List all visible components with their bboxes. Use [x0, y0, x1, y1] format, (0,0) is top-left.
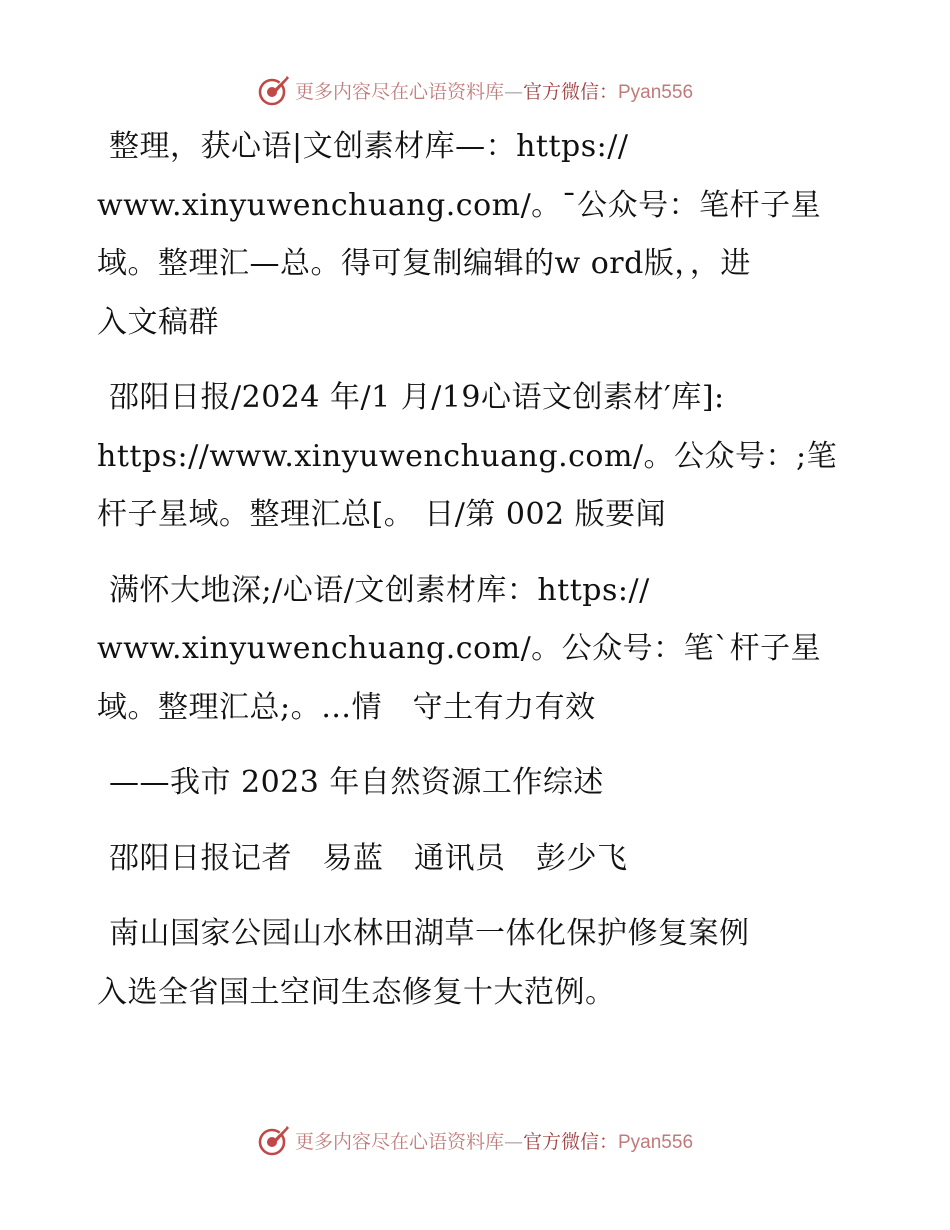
footer-banner-separator: — [503, 1130, 523, 1153]
paragraph-intro: 整理，获心语|文创素材库—：https:// www.xinyuwenchuang.com/。¯公众号：笔杆子星 域。整理汇—总。得可复制编辑的w ord版，，进 入文稿群 [97, 129, 822, 340]
header-banner-separator: — [503, 80, 523, 103]
footer-banner-wechat-label: 官方微信： [522, 1130, 618, 1153]
quill-circle-logo-icon [257, 73, 291, 107]
paragraph-byline: 邵阳日报记者 易蓝 通讯员 彭少飞 [109, 840, 628, 876]
header-banner [0, 70, 950, 110]
header-banner-text [295, 77, 693, 104]
header-banner-main: 更多内容尽在心语资料库 [294, 80, 504, 103]
footer-banner-wechat-id: Pyan556 [618, 1131, 694, 1153]
footer-banner [0, 1120, 950, 1160]
quill-circle-logo-icon [257, 1123, 291, 1157]
document-body [97, 118, 867, 1039]
header-banner-wechat-label: 官方微信： [522, 80, 618, 103]
footer-banner-main: 更多内容尽在心语资料库 [294, 1130, 504, 1153]
paragraph-headline: 满怀大地深;/心语/文创素材库：https:// www.xinyuwenchuang.com/。公众号：笔`杆子星 域。整理汇总;。…情 守土有力有效 [97, 572, 822, 725]
paragraph-subtitle: ——我市 2023 年自然资源工作综述 [109, 765, 604, 800]
footer-banner-text [295, 1127, 693, 1154]
paragraph-source: 邵阳日报/2024 年/1 月/19心语文创素材′库]: https://www.xinyuwenchuang.com/。公众号：;笔 杆子星域。整理汇总[。 日/第 002 版要闻 [97, 380, 838, 532]
paragraph-lead: 南山国家公园山水林田湖草一体化保护修复案例 入选全省国土空间生态修复十大范例。 [97, 916, 750, 1010]
header-banner-wechat-id: Pyan556 [618, 81, 694, 103]
